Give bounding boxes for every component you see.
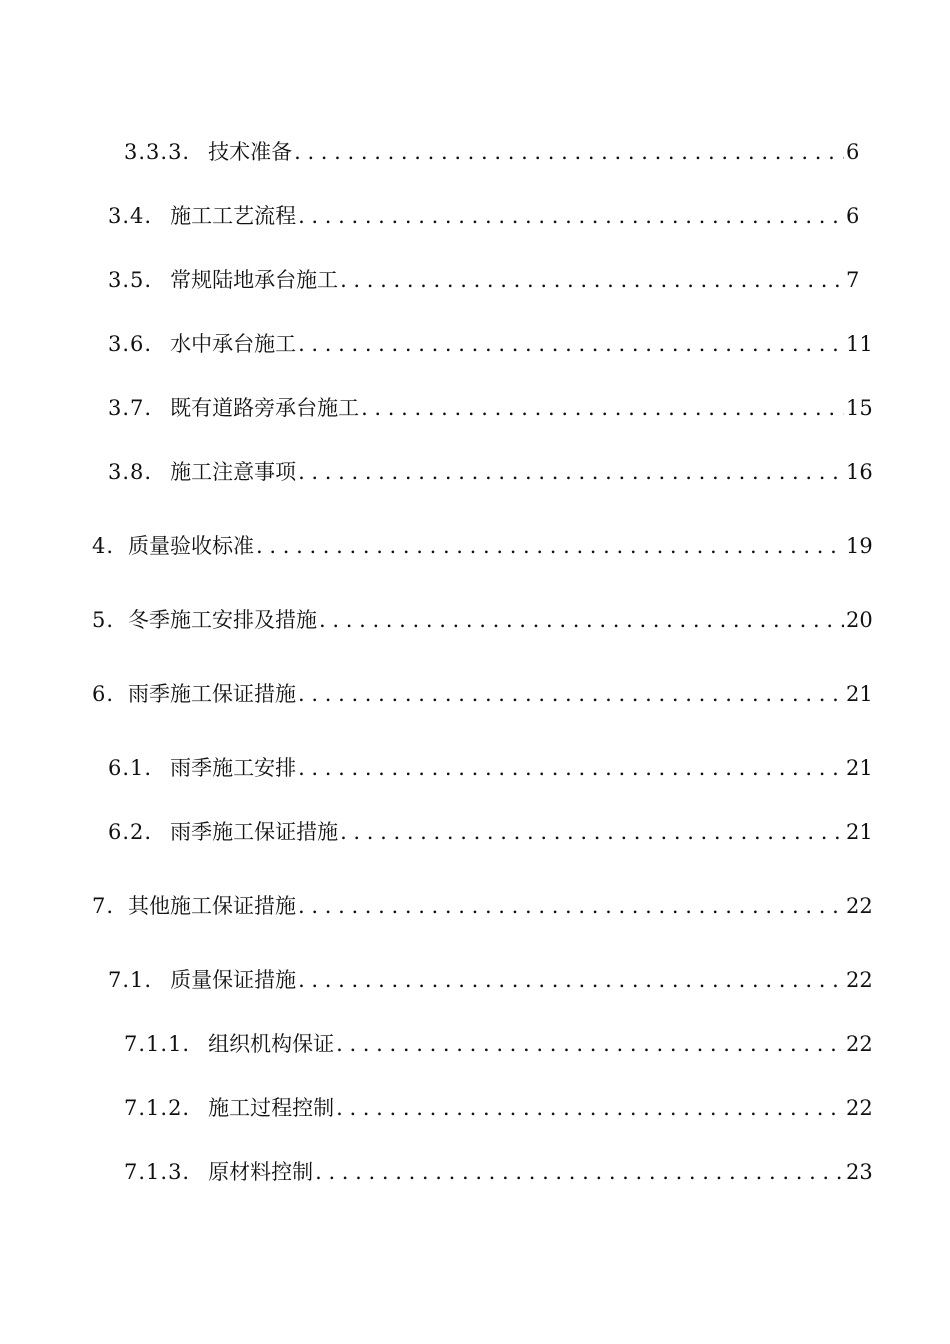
toc-entry-page: 22 xyxy=(846,1096,873,1120)
toc-entry-title: 原材料控制 xyxy=(208,1160,314,1184)
toc-entry-3-4[interactable] xyxy=(108,202,858,230)
toc-entry-number: 3.4. xyxy=(108,204,153,228)
toc-leader-dots xyxy=(294,138,844,166)
toc-entry-page: 6 xyxy=(846,140,860,164)
toc-entry-number: 7. xyxy=(92,894,115,918)
toc-leader-dots xyxy=(361,394,844,422)
toc-entry-number: 7.1.2. xyxy=(124,1096,191,1120)
toc-entry-page: 11 xyxy=(846,332,873,356)
toc-entry-page: 22 xyxy=(846,1032,873,1056)
toc-leader-dots xyxy=(256,532,844,560)
toc-entry-page: 19 xyxy=(846,534,873,558)
toc-leader-dots xyxy=(298,892,844,920)
toc-entry-6[interactable] xyxy=(92,680,873,708)
toc-entry-title: 常规陆地承台施工 xyxy=(170,268,339,292)
toc-entry-number: 6. xyxy=(92,682,115,706)
toc-leader-dots xyxy=(336,1030,844,1058)
toc-entry-page: 22 xyxy=(846,968,873,992)
toc-entry-number: 7.1. xyxy=(108,968,153,992)
toc-entry-number: 5. xyxy=(92,608,115,632)
toc-entry-title: 施工工艺流程 xyxy=(170,204,297,228)
toc-entry-title: 施工过程控制 xyxy=(208,1096,335,1120)
toc-entry-3-8[interactable] xyxy=(108,458,873,486)
toc-entry-6-2[interactable] xyxy=(108,818,873,846)
toc-entry-6-1[interactable] xyxy=(108,754,873,782)
toc-entry-number: 3.5. xyxy=(108,268,153,292)
toc-entry-title: 其他施工保证措施 xyxy=(128,894,297,918)
toc-leader-dots xyxy=(340,266,844,294)
toc-leader-dots xyxy=(298,966,844,994)
toc-entry-title: 雨季施工保证措施 xyxy=(128,682,297,706)
toc-leader-dots xyxy=(336,1094,844,1122)
toc-entry-3-7[interactable] xyxy=(108,394,873,422)
toc-entry-7[interactable] xyxy=(92,892,873,920)
toc-entry-number: 6.1. xyxy=(108,756,153,780)
toc-leader-dots xyxy=(298,754,844,782)
toc-leader-dots xyxy=(319,606,844,634)
toc-entry-page: 15 xyxy=(846,396,873,420)
toc-entry-page: 22 xyxy=(846,894,873,918)
toc-leader-dots xyxy=(315,1158,844,1186)
toc-entry-title: 雨季施工保证措施 xyxy=(170,820,339,844)
toc-entry-number: 7.1.3. xyxy=(124,1160,191,1184)
toc-entry-5[interactable] xyxy=(92,606,873,634)
toc-entry-number: 4. xyxy=(92,534,115,558)
toc-entry-number: 6.2. xyxy=(108,820,153,844)
toc-entry-page: 21 xyxy=(846,682,873,706)
toc-entry-7-1-3[interactable] xyxy=(124,1158,873,1186)
toc-entry-title: 质量保证措施 xyxy=(170,968,297,992)
toc-entry-title: 质量验收标准 xyxy=(128,534,255,558)
toc-entry-title: 既有道路旁承台施工 xyxy=(170,396,360,420)
toc-leader-dots xyxy=(340,818,844,846)
toc-entry-page: 21 xyxy=(846,756,873,780)
toc-entry-7-1[interactable] xyxy=(108,966,873,994)
toc-entry-3-5[interactable] xyxy=(108,266,858,294)
toc-entry-3-3-3[interactable] xyxy=(124,138,858,166)
toc-entry-number: 3.6. xyxy=(108,332,153,356)
toc-entry-page: 6 xyxy=(846,204,860,228)
toc-entry-title: 冬季施工安排及措施 xyxy=(128,608,318,632)
toc-leader-dots xyxy=(298,458,844,486)
toc-entry-number: 3.8. xyxy=(108,460,153,484)
toc-leader-dots xyxy=(298,202,844,230)
toc-entry-7-1-1[interactable] xyxy=(124,1030,873,1058)
toc-entry-number: 3.3.3. xyxy=(124,140,191,164)
toc-entry-title: 技术准备 xyxy=(208,140,293,164)
toc-entry-title: 施工注意事项 xyxy=(170,460,297,484)
toc-entry-page: 21 xyxy=(846,820,873,844)
toc-entry-page: 23 xyxy=(846,1160,873,1184)
toc-entry-page: 7 xyxy=(846,268,860,292)
toc-entry-page: 20 xyxy=(846,608,873,632)
toc-leader-dots xyxy=(298,330,844,358)
toc-entry-page: 16 xyxy=(846,460,873,484)
toc-entry-4[interactable] xyxy=(92,532,873,560)
toc-entry-title: 组织机构保证 xyxy=(208,1032,335,1056)
toc-entry-number: 7.1.1. xyxy=(124,1032,191,1056)
toc-leader-dots xyxy=(298,680,844,708)
toc-entry-7-1-2[interactable] xyxy=(124,1094,873,1122)
toc-entry-title: 雨季施工安排 xyxy=(170,756,297,780)
toc-entry-number: 3.7. xyxy=(108,396,153,420)
toc-entry-3-6[interactable] xyxy=(108,330,873,358)
toc-entry-title: 水中承台施工 xyxy=(170,332,297,356)
